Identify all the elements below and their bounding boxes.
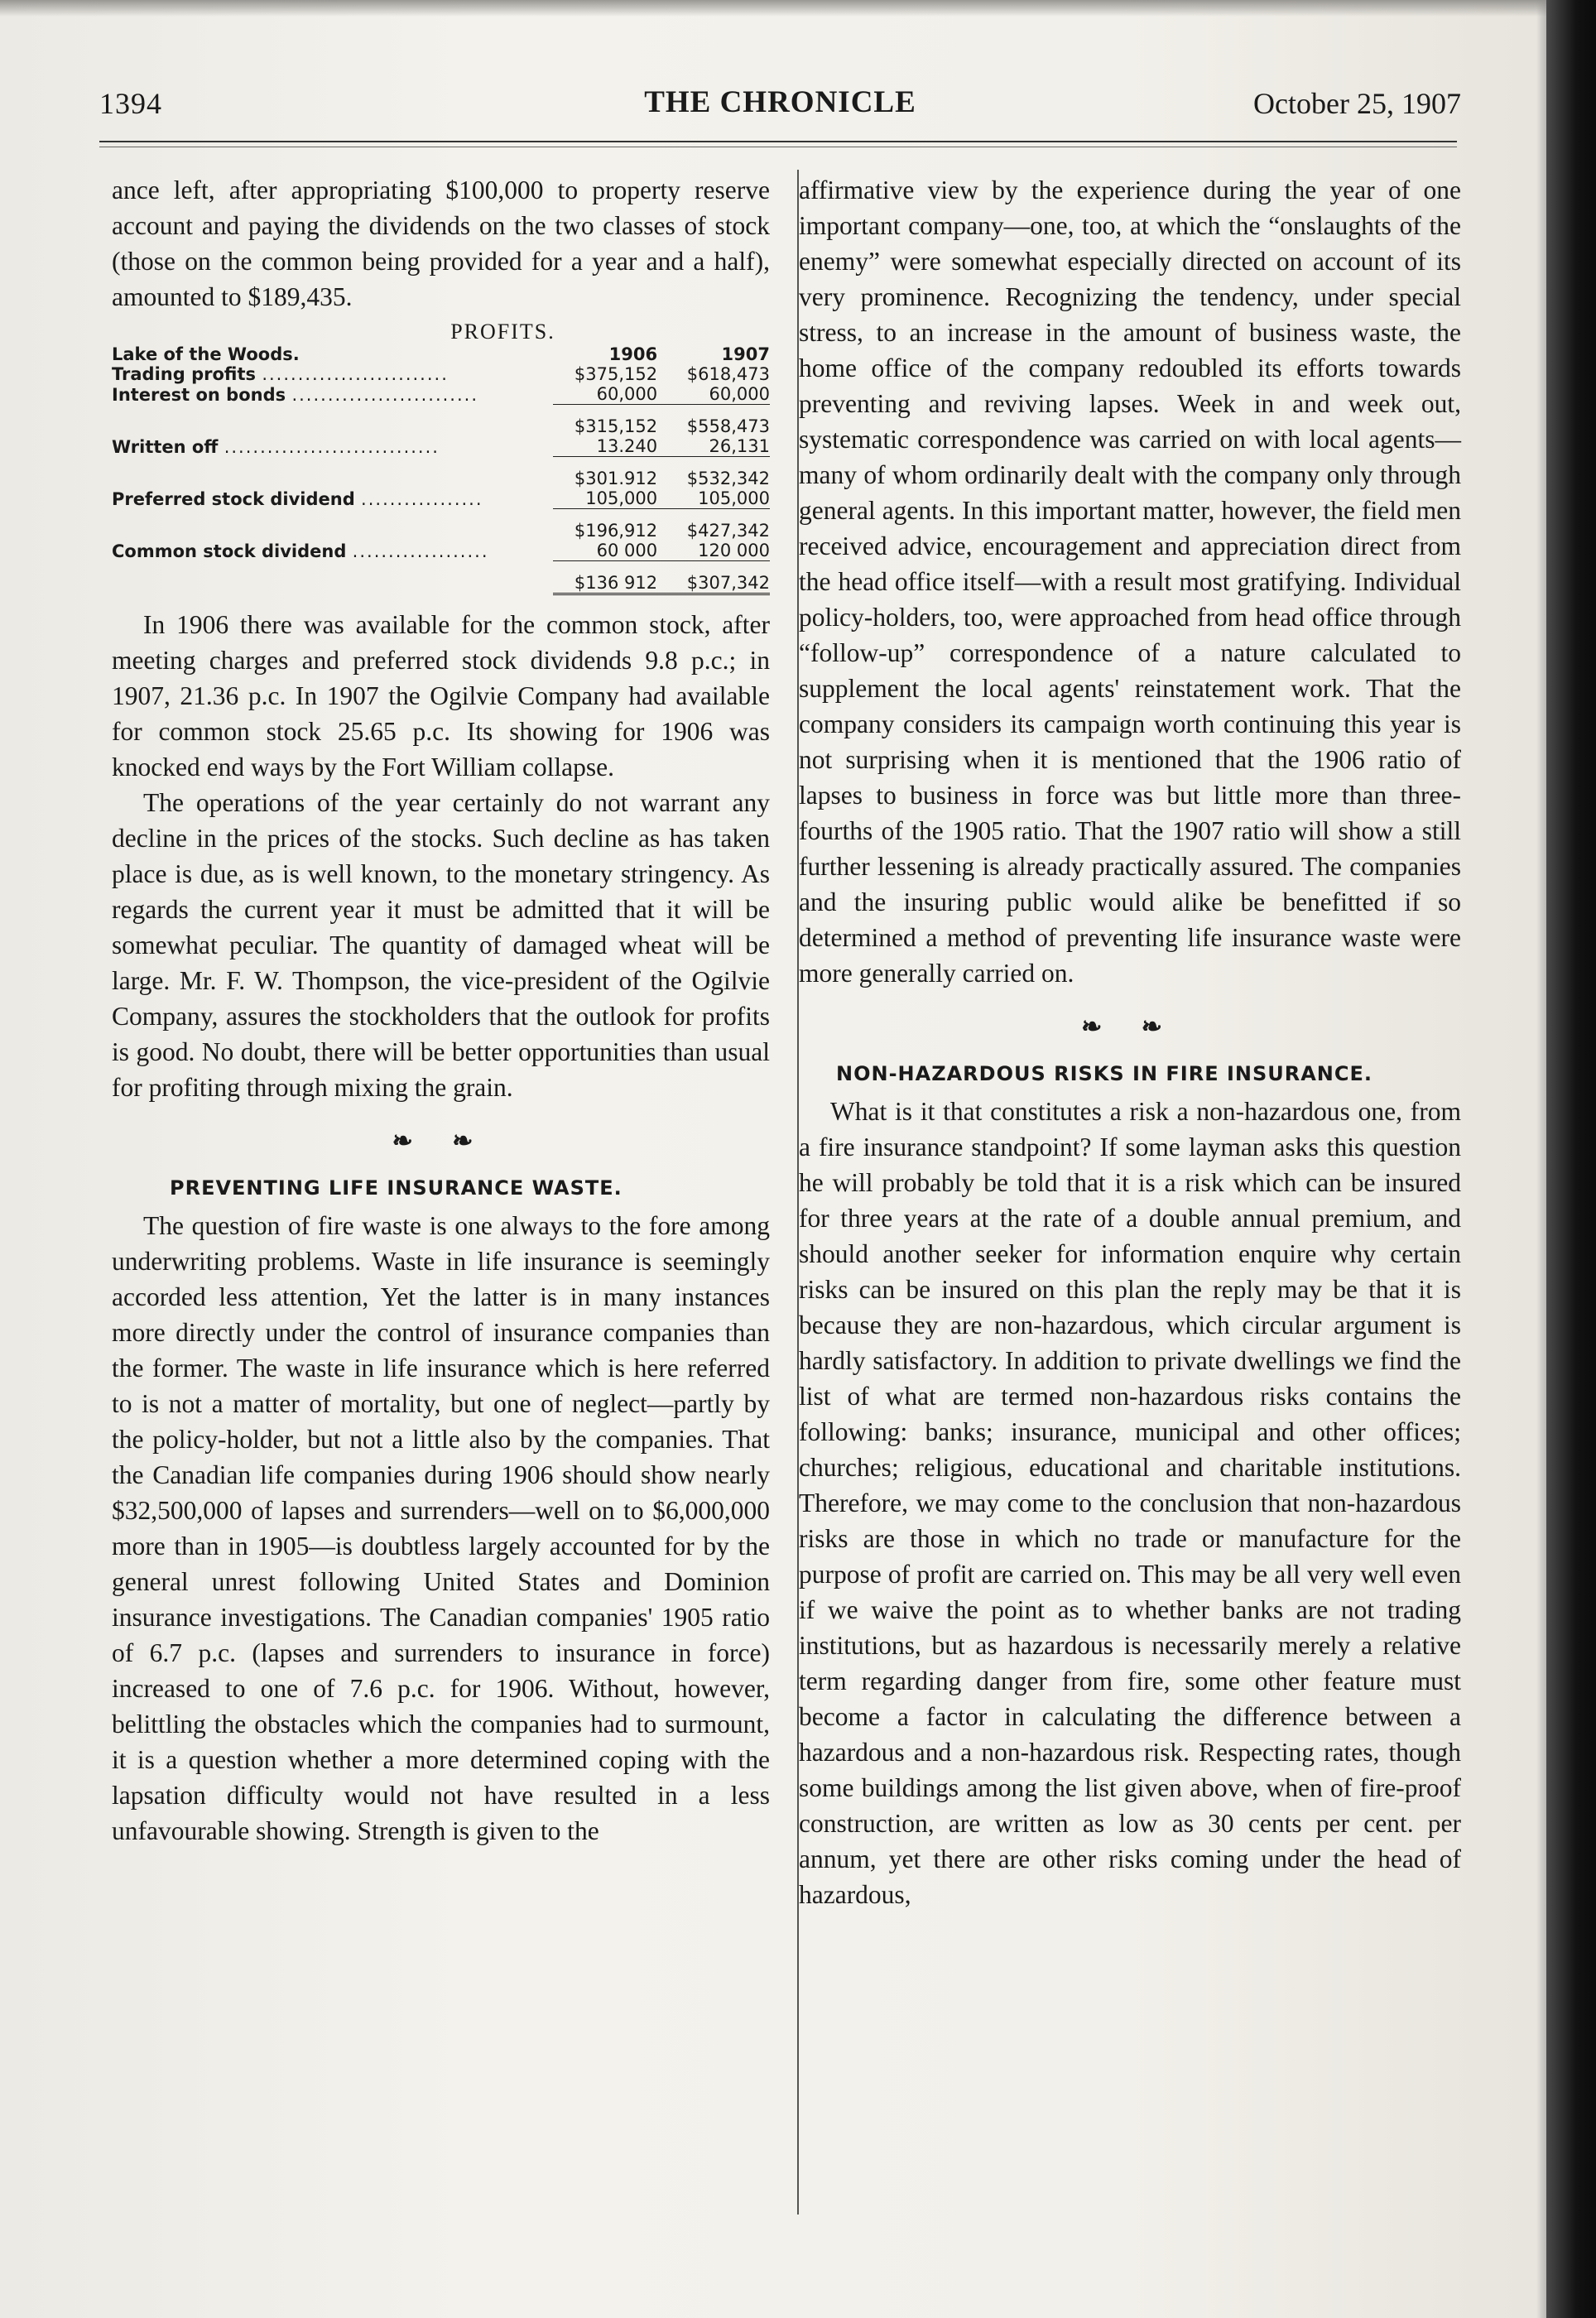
section-heading: NON-HAZARDOUS RISKS IN FIRE INSURANCE.: [836, 1062, 1373, 1085]
cell-1906: $301.912: [574, 469, 658, 488]
table-row: [112, 364, 770, 384]
table-row: [112, 416, 770, 436]
leader-dots: ...................: [352, 541, 489, 561]
table-row: [112, 521, 770, 541]
row-label: Common stock dividend: [112, 541, 347, 561]
paragraph: affirmative view by the experience during the year of one important company—one, too, at which the “onslaughts of the enemy” were somewhat especially directed on account of its very prominence. Recognizing the tendency, under special stress, to an increase in the amount of business waste, the home office of the company redoubled its efforts towards preventing and reviving lapses. Week in and week out, systematic correspondence was carried on with local agents—many of whom ordinarily dealt with the company only through general agents. In this important matter, however, the field men received advice, encouragement and appreciation direct from the head office itself—with a result most gratifying. Individual policy-holders, too, were approached from head office through “follow-up” correspondence of a nature calculated to supplement the local agents' reinstatement work. That the company considers its campaign worth continuing this year is not surprising when it is mentioned that the 1906 ratio of lapses to business in force was but little more than three-fourths of the 1905 ratio. That the 1907 ratio will show a still further lessening is already practically assured. The companies and the insuring public would alike be benefitted if so determined a method of preventing life insurance waste were more generally carried on.: [799, 176, 1461, 988]
cell-1907: $427,342: [686, 521, 770, 541]
cell-1906: 60,000: [553, 384, 657, 405]
row-label: [112, 469, 553, 488]
binding-spine: [1546, 0, 1596, 2318]
page-header: [99, 86, 1461, 127]
row-label: [112, 521, 553, 541]
row-label: Written off: [112, 436, 219, 457]
row-label: Interest on bonds: [112, 384, 286, 405]
profits-title: PROFITS.: [450, 320, 555, 344]
table-row: [112, 488, 770, 509]
cell-1906: $315,152: [574, 416, 658, 436]
cell-1907: 105,000: [657, 488, 770, 509]
year-1907: 1907: [721, 344, 770, 364]
cell-1907: 60,000: [657, 384, 770, 405]
right-column: [799, 172, 1461, 1912]
paragraph: The operations of the year certainly do not warrant any decline in the prices of the stocks. Such decline as has taken place is due, as is well known, to the monetary stringency. As regards the current year it must be admitted that it will be somewhat peculiar. The quantity of damaged wheat will be large. Mr. F. W. Thompson, the vice-president of the Ogilvie Company, assures the stockholders that the outlook for profits is good. No doubt, there will be better opportunities than usual for profiting through mixing the grain.: [112, 788, 770, 1102]
cell-1906: 105,000: [553, 488, 657, 509]
cell-1907: $618,473: [686, 364, 770, 384]
cell-1907: $307,342: [657, 573, 770, 594]
page-top-shadow: [0, 0, 1596, 17]
row-label: [112, 416, 553, 436]
page-number: 1394: [99, 87, 162, 120]
binding-highlight: [1536, 0, 1546, 2318]
cell-1906: $196,912: [574, 521, 658, 541]
cell-1906: $136 912: [553, 573, 657, 594]
leader-dots: ..........................: [262, 364, 449, 384]
table-row: [112, 436, 770, 457]
profits-table: [112, 344, 770, 595]
table-row: [112, 541, 770, 561]
section-heading: PREVENTING LIFE INSURANCE WASTE.: [170, 1176, 623, 1200]
leader-dots: .................: [361, 488, 483, 509]
row-label: Trading profits: [112, 364, 256, 384]
cell-1907: $532,342: [686, 469, 770, 488]
cell-1906: $375,152: [574, 364, 658, 384]
table-row: [112, 384, 770, 405]
table-header-row: [112, 344, 770, 364]
paragraph: What is it that constitutes a risk a non-hazardous one, from a fire insurance standpoint? If some layman asks this question he will probably be told that it is a risk which can be insured for three years at the rate of a double annual premium, and should another seeker for information enquire why certain risks can be insured on this plan the reply may be that it is because they are non-hazardous, which circular argument is hardly satisfactory. In addition to private dwellings we find the list of what are termed non-hazardous risks contains the following: banks; insurance, municipal and other offices; churches; religious, educational and charitable institutions. Therefore, we may come to the conclusion that non-hazardous risks are those in which no trade or manufacture for the purpose of profit are carried on. This may be all very well even if we waive the point as to whether banks are not trading institutions, but as hazardous is necessarily merely a relative term regarding danger from fire, some other feature must become a factor in calculating the difference between a hazardous and a non-hazardous risk. Respecting rates, though some buildings among the list given above, when of fire-proof construction, are written as low as 30 cents per cent. per annum, yet there are other risks coming under the head of hazardous,: [799, 1097, 1461, 1909]
left-column: [112, 172, 770, 1849]
issue-date: October 25, 1907: [1253, 87, 1461, 120]
company-name: Lake of the Woods.: [112, 344, 300, 364]
cell-1907: 120 000: [657, 541, 770, 561]
header-rule: [99, 141, 1457, 142]
cell-1906: 13.240: [553, 436, 657, 457]
cell-1906: 60 000: [553, 541, 657, 561]
leader-dots: ..............................: [224, 436, 440, 457]
paragraph: In 1906 there was available for the common stock, after meeting charges and preferred stock dividends 9.8 p.c.; in 1907, 21.36 p.c. In 1907 the Ogilvie Company had available for common stock 25.65 p.c. Its showing for 1906 was knocked end ways by the Fort William collapse.: [112, 610, 770, 781]
leader-dots: ..........................: [291, 384, 478, 405]
section-ornament: ❧ ❧: [392, 1128, 490, 1155]
journal-title: THE CHRONICLE: [644, 85, 916, 119]
cell-1907: $558,473: [686, 416, 770, 436]
table-row: [112, 573, 770, 594]
cell-1907: 26,131: [657, 436, 770, 457]
table-row: [112, 469, 770, 488]
row-label: [112, 573, 553, 594]
paragraph: The question of fire waste is one always to the fore among underwriting problems. Waste in life insurance is seemingly accorded less attention, Yet the latter is in many instances more directly under the control of insurance companies than the former. The waste in life insurance which is here referred to is not a matter of mortality, but one of neglect—partly by the policy-holder, but not a little also by the companies. That the Canadian life companies during 1906 should show nearly $32,500,000 of lapses and surrenders—well on to $6,000,000 more than in 1905—is doubtless largely accounted for by the general unrest following United States and Dominion insurance investigations. The Canadian companies' 1905 ratio of 6.7 p.c. (lapses and surrenders to insurance in force) increased to one of 7.6 p.c. for 1906. Without, however, belittling the obstacles which the companies had to surmount, it is a question whether a more determined coping with the lapsation difficulty would not have resulted in a less unfavourable showing. Strength is given to the: [112, 1211, 770, 1845]
section-ornament: ❧ ❧: [1081, 1013, 1179, 1041]
row-label: Preferred stock dividend: [112, 488, 355, 509]
intro-paragraph: ance left, after appropriating $100,000 to property reserve account and paying the dividends on the two classes of stock (those on the common being provided for a year and a half), amounted to $189,435.: [112, 176, 770, 311]
year-1906: 1906: [608, 344, 658, 364]
